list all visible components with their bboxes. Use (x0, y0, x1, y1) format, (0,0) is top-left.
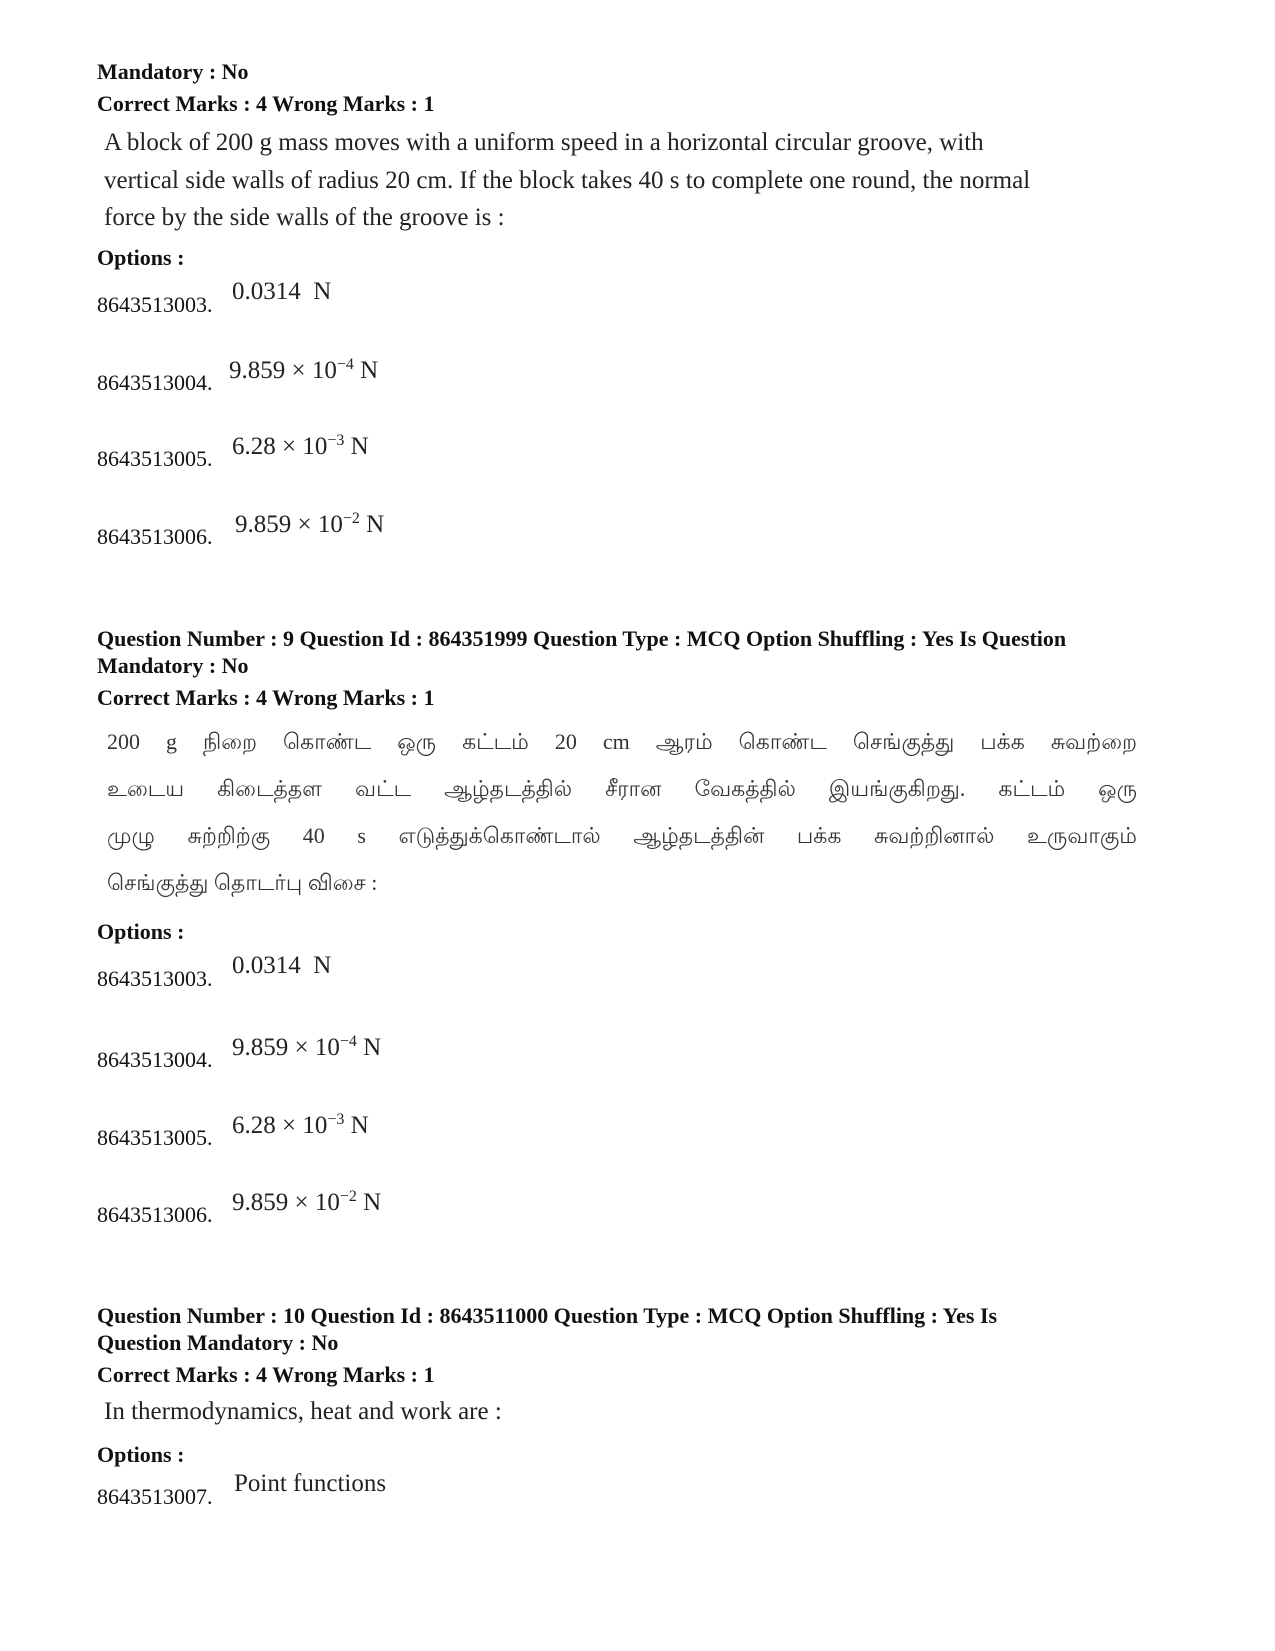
question-text-line: செங்குத்து தொடர்பு விசை : (107, 870, 378, 895)
question-text-line: உடைய கிடைத்தள வட்ட ஆழ்தடத்தில் சீரான வேகத்தில் இயங்குகிறது. கட்டம் ஒரு (107, 776, 1137, 801)
option-id: 8643513003. (97, 966, 213, 991)
option-value: $6.28 \times 10^{-3}$ N (232, 432, 369, 460)
option-id: 8643513007. (97, 1484, 213, 1509)
options-label: Options : (97, 1442, 185, 1467)
question-text: In thermodynamics, heat and work are : (104, 1398, 502, 1425)
question-text (104, 124, 1134, 237)
option-value: $9.859 \times 10^{-4}$ N (229, 356, 379, 384)
question-text (107, 718, 1137, 906)
question-text-line: vertical side walls of radius 20 cm. If the block takes 40 s to complete one round, the normal (104, 166, 1031, 194)
option-value: $9.859 \times 10^{-2}$ N (232, 1188, 382, 1216)
question-header: Question Number : 9 Question Id : 864351999 Question Type : MCQ Option Shuffling : Yes Is Question (97, 626, 1067, 651)
marks-label: Correct Marks : 4 Wrong Marks : 1 (97, 91, 435, 116)
option-id: 8643513004. (97, 370, 213, 395)
option-id: 8643513005. (97, 446, 213, 471)
question-header: Mandatory : No (97, 653, 249, 678)
option-value: 0.0314 N (232, 278, 332, 305)
question-text-line: A block of 200 g mass moves with a uniform speed in a horizontal circular groove, with (104, 129, 984, 156)
option-value: 0.0314 N (232, 952, 332, 979)
options-label: Options : (97, 245, 185, 270)
question-text-line: முழு சுற்றிற்கு 40 s எடுத்துக்கொண்டால் ஆழ்தடத்தின் பக்க சுவற்றினால் உருவாகும் (107, 823, 1137, 848)
marks-label: Correct Marks : 4 Wrong Marks : 1 (97, 685, 435, 710)
question-text-line: 200 g நிறை கொண்ட ஒரு கட்டம் 20 cm ஆரம் கொண்ட செங்குத்து பக்க சுவற்றை (107, 729, 1137, 754)
question-header: Question Mandatory : No (97, 1330, 339, 1355)
option-id: 8643513003. (97, 292, 213, 317)
option-id: 8643513004. (97, 1047, 213, 1072)
option-value: $6.28 \times 10^{-3}$ N (232, 1111, 369, 1139)
mandatory-label: Mandatory : No (97, 59, 249, 84)
marks-label: Correct Marks : 4 Wrong Marks : 1 (97, 1362, 435, 1387)
question-header: Question Number : 10 Question Id : 8643511000 Question Type : MCQ Option Shuffling : Yes Is (97, 1303, 998, 1328)
option-id: 8643513005. (97, 1125, 213, 1150)
option-id: 8643513006. (97, 1202, 213, 1227)
option-value: $9.859 \times 10^{-2}$ N (235, 510, 385, 538)
option-value: Point functions (234, 1470, 387, 1497)
option-id: 8643513006. (97, 524, 213, 549)
question-text-line: force by the side walls of the groove is : (104, 204, 505, 231)
option-value: $9.859 \times 10^{-4}$ N (232, 1033, 382, 1061)
options-label: Options : (97, 919, 185, 944)
